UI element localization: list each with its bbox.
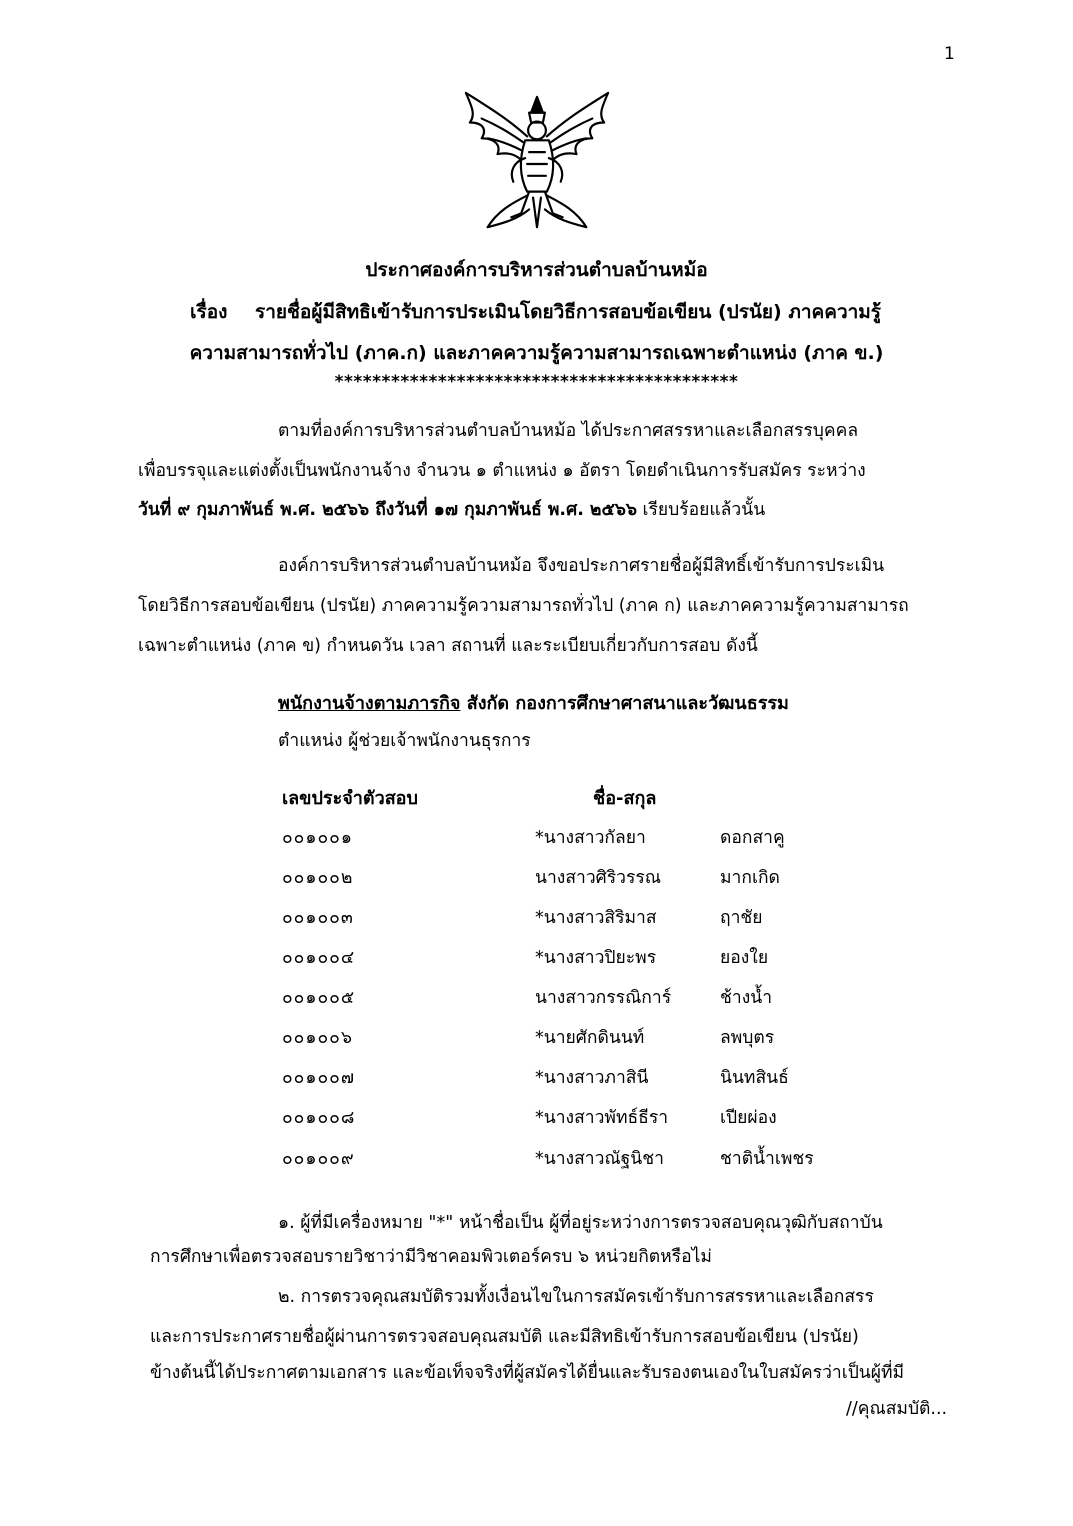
affiliation: สังกัด กองการศึกษาศาสนาและวัฒนธรรม: [460, 693, 789, 714]
last-name: ฤาชัย: [720, 908, 763, 928]
table-row: [0, 943, 1073, 973]
exam-id: ๐๐๑๐๐๙: [282, 1149, 355, 1169]
para2-line3: เฉพาะตำแหน่ง (ภาค ข) กำหนดวัน เวลา สถานที่ และระเบียบเกี่ยวกับการสอบ ดังนี้: [138, 636, 758, 656]
first-name: *นางสาวณัฐนิชา: [535, 1149, 664, 1169]
table-row: [0, 863, 1073, 893]
note2-line3: ข้างต้นนี้ได้ประกาศตามเอกสาร และข้อเท็จจริงที่ผู้สมัครได้ยื่นและรับรองตนเองในใบสมัครว่าเป็นผู้ที่มี: [150, 1363, 905, 1383]
first-name: *นางสาวกัลยา: [535, 828, 646, 848]
subject-line-2: ความสามารถทั่วไป (ภาค.ก) และภาคความรู้ความสามารถเฉพาะตำแหน่ง (ภาค ข.): [189, 342, 884, 364]
table-row: [0, 1063, 1073, 1093]
subject-text-1: รายชื่อผู้มีสิทธิเข้ารับการประเมินโดยวิธีการสอบข้อเขียน (ปรนัย) ภาคความรู้: [255, 301, 882, 323]
first-name: *นายศักดินนท์: [535, 1028, 645, 1048]
last-name: ช้างน้ำ: [720, 988, 773, 1008]
para1-line3: [138, 495, 765, 523]
last-name: ยองใย: [720, 948, 769, 968]
exam-id: ๐๐๑๐๐๘: [282, 1108, 356, 1128]
exam-id: ๐๐๑๐๐๑: [282, 828, 353, 848]
last-name: มากเกิด: [720, 868, 780, 888]
note2-line1: ๒. การตรวจคุณสมบัติรวมทั้งเงื่อนไขในการสมัครเข้ารับการสรรหาและเลือกสรร: [278, 1287, 874, 1307]
first-name: นางสาวกรรณิการ์: [535, 988, 672, 1008]
last-name: นินทสินธ์: [720, 1068, 789, 1088]
first-name: *นางสาวสิริมาส: [535, 908, 657, 928]
announcement-title: ประกาศองค์การบริหารส่วนตำบลบ้านหม้อ: [365, 259, 708, 281]
exam-id: ๐๐๑๐๐๒: [282, 868, 354, 888]
para1-line2: เพื่อบรรจุและแต่งตั้งเป็นพนักงานจ้าง จำนวน ๑ ตำแหน่ง ๑ อัตรา โดยดำเนินการรับสมัคร ระหว่าง: [138, 461, 866, 481]
exam-id: ๐๐๑๐๐๕: [282, 988, 356, 1008]
first-name: *นางสาวพัทธ์ธีรา: [535, 1108, 669, 1128]
note2-line2: และการประกาศรายชื่อผู้ผ่านการตรวจสอบคุณสมบัติ และมีสิทธิเข้ารับการสอบข้อเขียน (ปรนัย): [150, 1327, 859, 1347]
exam-id: ๐๐๑๐๐๖: [282, 1028, 353, 1048]
table-row: [0, 983, 1073, 1013]
table-row: [0, 1103, 1073, 1133]
first-name: *นางสาวภาสินี: [535, 1068, 649, 1088]
table-row: [0, 823, 1073, 853]
header-exam-id: เลขประจำตัวสอบ: [282, 788, 418, 809]
exam-id: ๐๐๑๐๐๔: [282, 948, 356, 968]
garuda-emblem: [458, 88, 616, 238]
position-line: ตำแหน่ง ผู้ช่วยเจ้าพนักงานธุรการ: [278, 731, 531, 751]
note1-line2: การศึกษาเพื่อตรวจสอบรายวิชาว่ามีวิชาคอมพิวเตอร์ครบ ๖ หน่วยกิตหรือไม่: [150, 1247, 712, 1267]
subject-line-1: [190, 297, 881, 327]
subject-label: เรื่อง: [190, 301, 228, 323]
exam-id: ๐๐๑๐๐๗: [282, 1068, 355, 1088]
application-period: วันที่ ๙ กุมภาพันธ์ พ.ศ. ๒๕๖๖ ถึงวันที่ ๑๗ กุมภาพันธ์ พ.ศ. ๒๕๖๖: [138, 500, 637, 520]
exam-id: ๐๐๑๐๐๓: [282, 908, 354, 928]
last-name: เปียผ่อง: [720, 1108, 777, 1128]
page-number: 1: [944, 44, 955, 64]
department-line: [278, 688, 789, 717]
para2-line1: องค์การบริหารส่วนตำบลบ้านหม้อ จึงขอประกาศรายชื่อผู้มีสิทธิ์เข้ารับการประเมิน: [278, 556, 885, 576]
employee-type: พนักงานจ้างตามภารกิจ: [278, 693, 461, 714]
separator: *******************************************: [334, 372, 739, 392]
first-name: นางสาวศิริวรรณ: [535, 868, 662, 888]
last-name: ดอกสาคู: [720, 828, 785, 848]
para1-line3-rest: เรียบร้อยแล้วนั้น: [636, 500, 766, 520]
last-name: ลพบุตร: [720, 1028, 775, 1048]
table-row: [0, 1144, 1073, 1174]
header-full-name: ชื่อ-สกุล: [593, 788, 657, 809]
para2-line2: โดยวิธีการสอบข้อเขียน (ปรนัย) ภาคความรู้ความสามารถทั่วไป (ภาค ก) และภาคความรู้ความสามารถ: [138, 596, 909, 616]
first-name: *นางสาวปิยะพร: [535, 948, 657, 968]
table-row: [0, 1023, 1073, 1053]
last-name: ชาติน้ำเพชร: [720, 1149, 814, 1169]
note1-line1: ๑. ผู้ที่มีเครื่องหมาย "*" หน้าชื่อเป็น ผู้ที่อยู่ระหว่างการตรวจสอบคุณวุฒิกับสถาบัน: [278, 1213, 883, 1233]
table-row: [0, 903, 1073, 933]
para1-line1: ตามที่องค์การบริหารส่วนตำบลบ้านหม้อ ได้ประกาศสรรหาและเลือกสรรบุคคล: [278, 421, 859, 441]
continuation-marker: //คุณสมบัติ...: [846, 1399, 948, 1419]
